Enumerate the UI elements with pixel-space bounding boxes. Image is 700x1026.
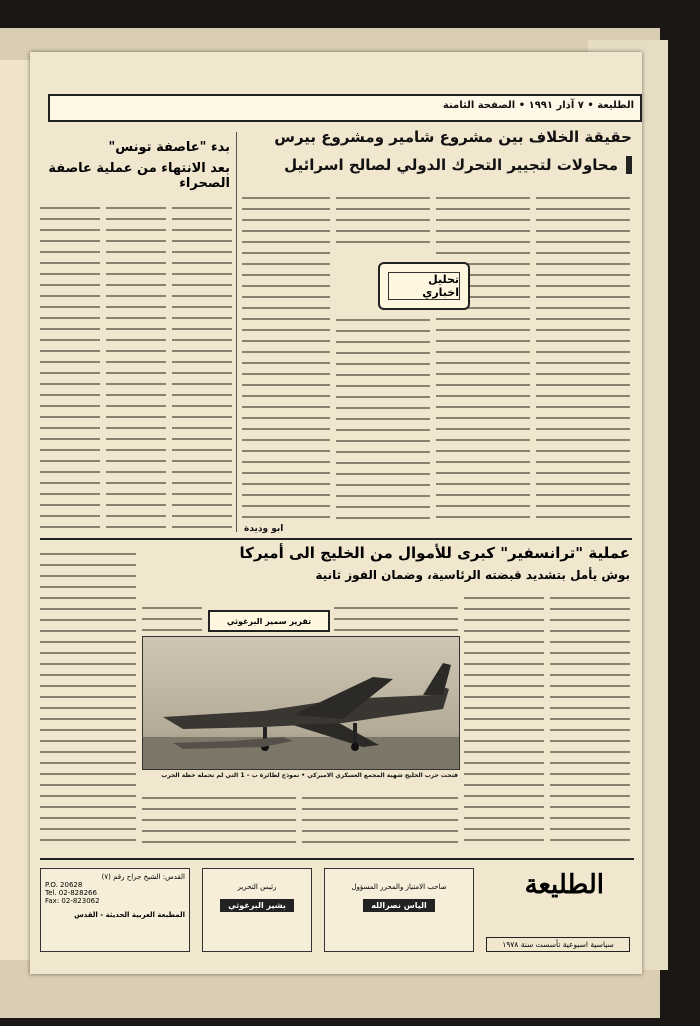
owner-name: الياس نصرالله [363,899,435,912]
photo-caption: فتحت حرب الخليج شهية المجمع العسكري الاميركي • نموذج لطائرة ب – 1 التي لم تحمله خطة الحرب [161,772,458,779]
address: القدس: الشيخ جراح رقم (٧) [101,873,185,881]
masthead [484,866,634,954]
owner-label: صاحب الامتياز والمحرر المسؤول [351,883,447,891]
lead-subtitle: محاولات لتجيير التحرك الدولي لصالح اسرائيل [252,156,632,174]
masthead-tagline: سياسية اسبوعية تأسست سنة ١٩٧٨ [486,937,630,952]
second-subtitle: بوش يأمل بتشديد قبضته الرئاسية، وضمان الفوز ثانية [315,568,630,582]
side-title: بدء "عاصفة تونس" [108,140,230,155]
fax: Fax: 02-823062 [45,897,100,905]
contact-box [40,868,190,952]
lead-author: ابو وديدة [244,524,284,534]
reporter-box: تقرير سمير البرغوثي [208,610,330,632]
masthead-logo: الطليعة [524,870,604,900]
imprint-footer [40,858,634,958]
side-story-headline [40,140,230,191]
body-column [536,192,630,522]
body-column [172,202,232,532]
body-column [550,592,630,848]
printer: المطبعة العربية الحديثة - القدس [74,911,185,919]
second-story-headline [210,544,630,582]
owner-box [324,868,474,952]
body-column [334,602,458,632]
body-column [242,192,330,522]
body-column [106,202,166,532]
dateline: الطليعة • ٧ آذار ١٩٩١ • الصفحة الثامنة [442,100,634,111]
editor-box [202,868,312,952]
page-header-bar [48,94,642,122]
bomber-photo [142,636,460,770]
phone: Tel. 02-828266 [45,889,97,897]
editor-name: بشير البرغوثي [220,899,294,912]
body-column [436,192,530,522]
lead-story-headline [252,128,632,174]
po-box: P.O. 20628 [45,881,83,889]
section-divider [40,538,632,540]
body-column [142,792,296,848]
news-analysis-box [378,262,470,310]
body-column [336,314,430,524]
second-title: عملية "ترانسفير" كبرى للأموال من الخليج الى أميركا [239,544,630,562]
body-column [142,602,202,632]
news-analysis-label: تحليل اخباري [388,272,460,300]
body-column [464,592,544,848]
newspaper-page [30,52,642,974]
adjacent-page-strip [0,60,30,960]
body-column [336,192,430,252]
body-column [302,792,458,848]
body-column [40,202,100,532]
editor-label: رئيس التحرير [237,883,277,891]
b1-bomber-image [143,637,459,769]
body-column [40,548,136,848]
column-rule [236,132,237,532]
lead-title: حقيقة الخلاف بين مشروع شامير ومشروع بيرس [274,128,632,146]
side-subtitle: بعد الانتهاء من عملية عاصفة الصحراء [48,161,230,191]
